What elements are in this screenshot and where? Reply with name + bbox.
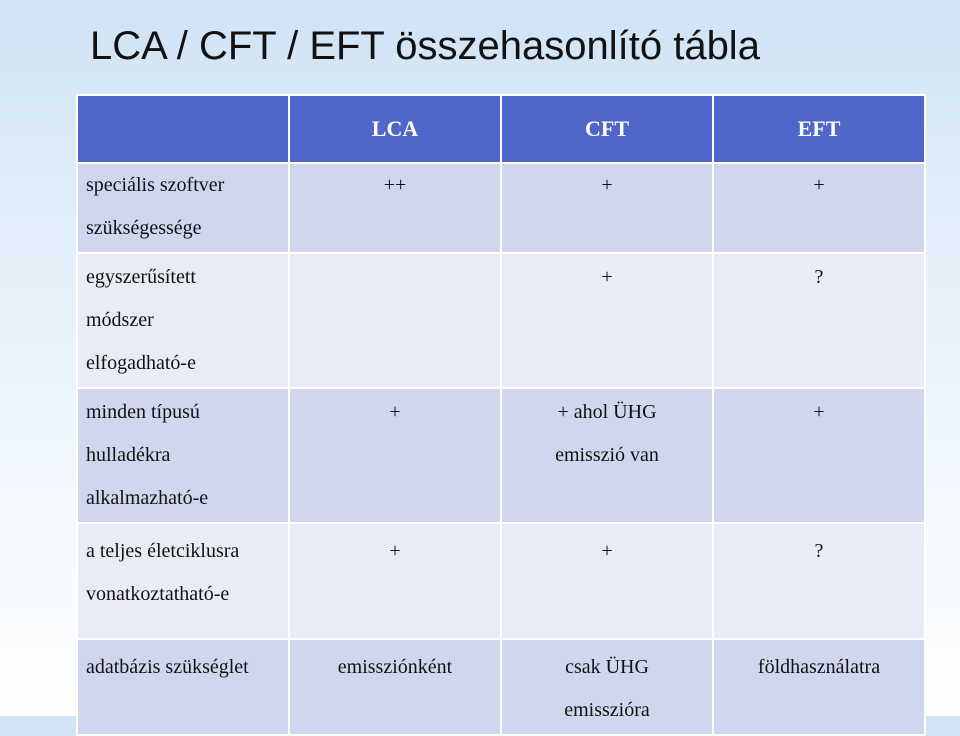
cell-cft: +	[501, 523, 713, 639]
row-label: a teljes életciklusra vonatkoztatható-e	[77, 523, 289, 639]
cell-lca: ++	[289, 163, 501, 253]
cell-eft: ?	[713, 523, 925, 639]
header-cell-lca: LCA	[289, 95, 501, 163]
cell-cft: + ahol ÜHG emisszió van	[501, 388, 713, 523]
cell-lca: +	[289, 523, 501, 639]
table-row	[77, 639, 925, 735]
cell-lca: emissziónként	[289, 639, 501, 735]
cell-cft: csak ÜHG emisszióra	[501, 639, 713, 735]
row-label: minden típusú hulladékra alkalmazható-e	[77, 388, 289, 523]
header-cell-cft: CFT	[501, 95, 713, 163]
table-row	[77, 388, 925, 523]
row-label: adatbázis szükséglet	[77, 639, 289, 735]
cell-cft: +	[501, 253, 713, 388]
row-label: egyszerűsített módszer elfogadható-e	[77, 253, 289, 388]
cell-eft: +	[713, 163, 925, 253]
cell-lca: +	[289, 388, 501, 523]
header-cell-empty	[77, 95, 289, 163]
table-row	[77, 163, 925, 253]
cell-eft: földhasználatra	[713, 639, 925, 735]
page-title: LCA / CFT / EFT összehasonlító tábla	[90, 24, 760, 68]
header-row	[77, 95, 925, 163]
cell-cft: +	[501, 163, 713, 253]
cell-eft: ?	[713, 253, 925, 388]
comparison-table	[76, 94, 926, 736]
table-row	[77, 523, 925, 639]
header-cell-eft: EFT	[713, 95, 925, 163]
table-row	[77, 253, 925, 388]
row-label: speciális szoftver szükségessége	[77, 163, 289, 253]
cell-eft: +	[713, 388, 925, 523]
cell-lca	[289, 253, 501, 388]
